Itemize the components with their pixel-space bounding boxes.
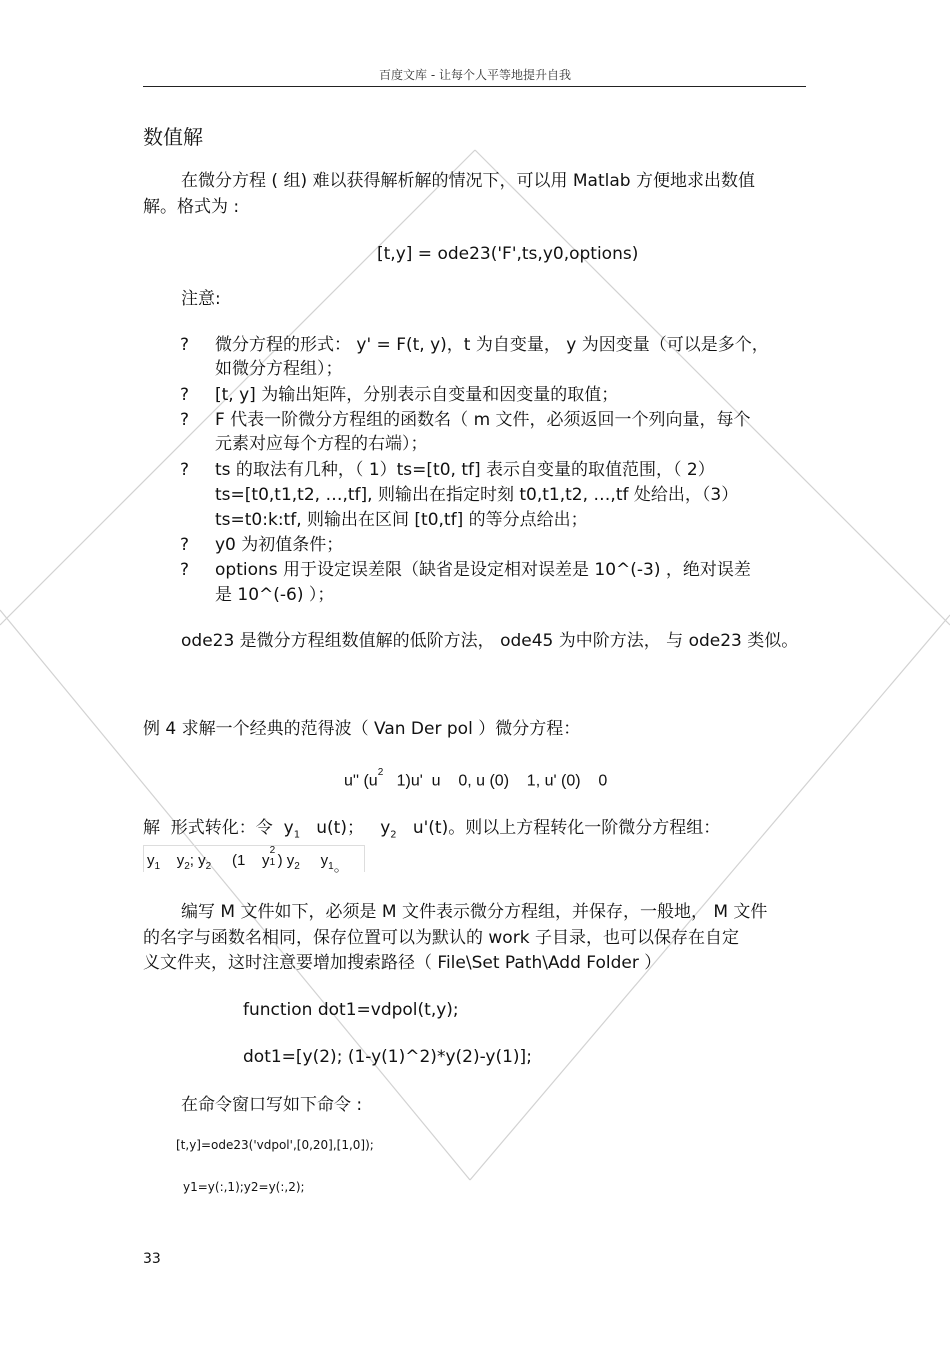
mfile-line-1: 编写 M 文件如下，必须是 M 文件表示微分方程组，并保存，一般地， M 文件 <box>181 902 768 922</box>
subscript: 2 <box>390 829 397 841</box>
ode23-syntax: [t,y] = ode23('F',ts,y0,options) <box>377 244 639 264</box>
subscript: 1 <box>154 861 161 872</box>
bullet-text: options 用于设定误差限（缺省是设定相对误差是 10^(-3) ，绝对误差 <box>215 560 751 580</box>
system-part: y <box>160 852 185 869</box>
command-line-1: [t,y]=ode23('vdpol',[0,20],[1,0]); <box>176 1138 374 1152</box>
system-part: ; y <box>189 852 206 869</box>
bullet-symbol: ? <box>180 560 190 580</box>
bullet-symbol: ? <box>180 385 190 405</box>
header-divider <box>143 86 806 87</box>
equation-part: 1)u' u 0, u (0) 1, u' (0) 0 <box>383 772 608 790</box>
bullet-text: ts=t0:k:tf, 则输出在区间 [t0,tf] 的等分点给出； <box>215 510 588 530</box>
subscript: 1 <box>293 829 301 841</box>
bullet-text: 是 10^(-6) ）； <box>215 585 335 605</box>
subscript: 1 <box>269 857 276 868</box>
intro-line-2: 解。格式为 : <box>143 197 240 217</box>
system-part: 。 <box>333 858 349 875</box>
variable-y: y <box>380 818 391 838</box>
superscript: 2 <box>269 845 276 856</box>
code-dot1-line: dot1=[y(2); (1-y(1)^2)*y(2)-y(1)]; <box>243 1047 532 1067</box>
bullet-text: F 代表一阶微分方程组的函数名（ m 文件，必须返回一个列向量，每个 <box>215 410 751 430</box>
subscript: 2 <box>184 861 190 872</box>
bullet-text: 微分方程的形式： y' = F(t, y)，t 为自变量， y 为因变量（可以是多个， <box>215 335 769 355</box>
equation-part: u'' (u <box>344 772 378 790</box>
bullet-text: 元素对应每个方程的右端）； <box>215 434 428 454</box>
solution-text: u(t)； <box>300 818 381 838</box>
variable-y: y <box>283 818 294 838</box>
bullet-text: ts=[t0,t1,t2, …,tf], 则输出在指定时刻 t0,t1,t2, …,tf 处给出，（3） <box>215 485 739 505</box>
bullet-text: y0 为初值条件； <box>215 535 344 555</box>
bullet-symbol: ? <box>180 460 190 480</box>
mfile-line-3: 义文件夹，这时注意要增加搜索路径（ File\Set Path\Add Folder ） <box>143 953 662 973</box>
example-title: 例 4 求解一个经典的范得波（ Van Der pol ）微分方程： <box>143 719 581 739</box>
bullet-text: ts 的取法有几种，（ 1）ts=[t0, tf] 表示自变量的取值范围，（ 2） <box>215 460 715 480</box>
solution-line <box>143 816 720 847</box>
subscript: 2 <box>294 861 300 872</box>
ode-methods-note: ode23 是微分方程组数值解的低阶方法， ode45 为中阶方法， 与 ode23 类似。 <box>181 631 799 651</box>
bullet-symbol: ? <box>180 335 190 355</box>
system-part: y <box>147 852 155 869</box>
system-part: (1 y <box>211 852 270 869</box>
bullet-text: 如微分方程组）； <box>215 359 343 379</box>
section-title: 数值解 <box>143 125 203 149</box>
note-label: 注意: <box>181 289 221 309</box>
subscript: 2 <box>205 861 212 872</box>
mfile-line-2: 的名字与函数名相同，保存位置可以为默认的 work 子目录，也可以保存在自定 <box>143 928 739 948</box>
page-header: 百度文库 - 让每个人平等地提升自我 <box>379 68 571 82</box>
solution-text: 解 形式转化：令 <box>143 818 284 838</box>
system-part: ) y <box>277 852 295 869</box>
intro-line-1: 在微分方程 ( 组) 难以获得解析解的情况下，可以用 Matlab 方便地求出数值 <box>181 171 755 191</box>
bullet-symbol: ? <box>180 410 190 430</box>
solution-text: u'(t)。则以上方程转化一阶微分方程组： <box>396 818 721 838</box>
vanderpol-equation <box>344 767 608 790</box>
code-function-line: function dot1=vdpol(t,y); <box>243 1000 459 1020</box>
ode-system <box>147 845 349 875</box>
system-part: y <box>299 852 329 869</box>
bullet-text: [t, y] 为输出矩阵，分别表示自变量和因变量的取值； <box>215 385 619 405</box>
page-number: 33 <box>143 1251 161 1267</box>
equation-superscript: 2 <box>377 767 384 778</box>
command-line-2: y1=y(:,1);y2=y(:,2); <box>183 1180 305 1194</box>
subscript: 1 <box>328 861 334 872</box>
command-label: 在命令窗口写如下命令 : <box>181 1095 363 1115</box>
bullet-symbol: ? <box>180 535 190 555</box>
